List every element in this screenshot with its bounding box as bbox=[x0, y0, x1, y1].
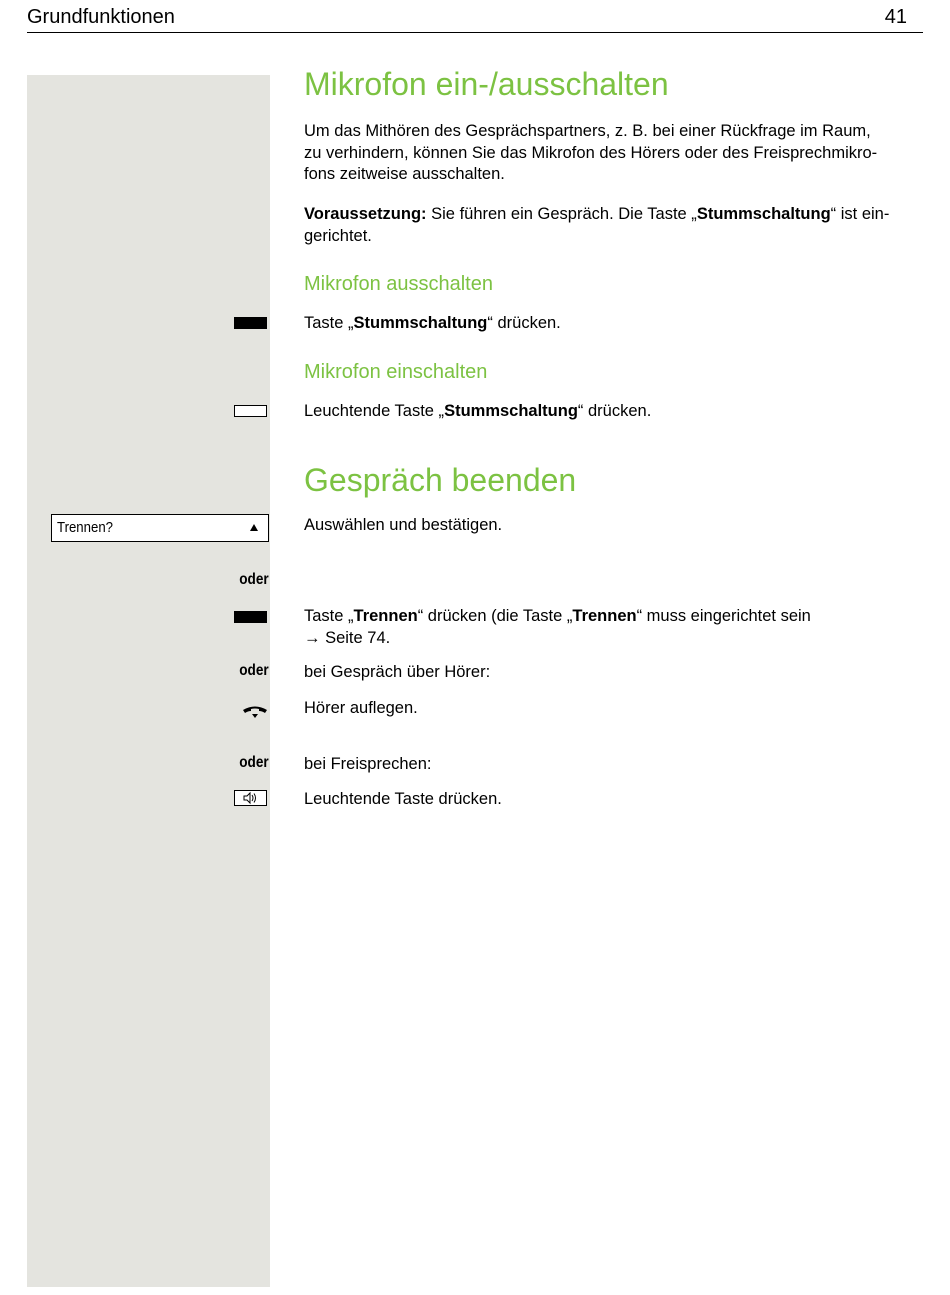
oder-label: oder bbox=[239, 571, 269, 588]
prereq-line-1 bbox=[304, 204, 929, 226]
step-key-name: Trennen bbox=[572, 607, 637, 625]
prereq-key-name: Stummschaltung bbox=[696, 205, 831, 223]
filled-key-icon bbox=[234, 317, 267, 329]
step-trennen-line-1 bbox=[304, 606, 929, 628]
running-header-section: Grundfunktionen bbox=[27, 6, 175, 28]
sidebar-panel bbox=[27, 75, 270, 1287]
step-text-b: “ drücken. bbox=[487, 314, 561, 332]
step-mute-on bbox=[304, 401, 651, 423]
scroll-up-arrow-icon bbox=[250, 524, 258, 531]
intro-line-1: Um das Mithören des Gesprächspartners, z. B. bei einer Rückfrage im Raum, bbox=[304, 122, 871, 140]
step-handset-condition: bei Gespräch über Hörer: bbox=[304, 663, 491, 681]
step-select-confirm: Auswählen und bestätigen. bbox=[304, 516, 503, 534]
prerequisite-paragraph bbox=[304, 204, 929, 247]
step-mute-off bbox=[304, 313, 561, 335]
speaker-key-icon bbox=[234, 790, 267, 806]
intro-paragraph bbox=[304, 121, 929, 186]
page-reference: → Seite 74. bbox=[304, 628, 391, 647]
subtitle-mikrofon-einschalten: Mikrofon einschalten bbox=[304, 361, 488, 383]
step-key-name: Trennen bbox=[353, 607, 418, 625]
step-trennen-key bbox=[304, 606, 929, 649]
subtitle-mikrofon-ausschalten: Mikrofon ausschalten bbox=[304, 273, 493, 295]
step-key-name: Stummschaltung bbox=[444, 402, 578, 420]
prereq-text-a: Sie führen ein Gespräch. Die Taste „ bbox=[426, 205, 697, 223]
step-text-a: Leuchtende Taste „ bbox=[304, 402, 445, 420]
prereq-label: Voraussetzung: bbox=[304, 205, 427, 223]
step-text-a: Taste „ bbox=[304, 314, 354, 332]
empty-key-icon bbox=[234, 405, 267, 417]
display-entry-label: Trennen? bbox=[57, 519, 114, 536]
intro-line-2: zu verhindern, können Sie das Mikrofon des Hörers oder des Freisprechmikro- bbox=[304, 143, 878, 162]
prereq-line-2: gerichtet. bbox=[304, 226, 372, 245]
step-text-c: “ muss eingerichtet sein bbox=[636, 607, 811, 625]
step-press-lit-key: Leuchtende Taste drücken. bbox=[304, 790, 502, 808]
display-menu-entry bbox=[51, 514, 269, 542]
step-key-name: Stummschaltung bbox=[353, 314, 488, 332]
oder-label: oder bbox=[239, 754, 269, 771]
header-rule bbox=[27, 32, 923, 33]
handset-hangup-icon bbox=[241, 704, 269, 720]
oder-label: oder bbox=[239, 662, 269, 679]
step-text-a: Taste „ bbox=[304, 607, 354, 625]
step-text-b: “ drücken. bbox=[577, 402, 652, 420]
step-text-b: “ drücken (die Taste „ bbox=[417, 607, 573, 625]
page-number: 41 bbox=[884, 6, 907, 28]
step-speaker-condition: bei Freisprechen: bbox=[304, 755, 432, 773]
prereq-text-b: “ ist ein- bbox=[830, 205, 890, 223]
section-title-gespraech-beenden: Gespräch beenden bbox=[304, 462, 577, 498]
step-hang-up: Hörer auflegen. bbox=[304, 699, 418, 717]
filled-key-icon bbox=[234, 611, 267, 623]
section-title-mikrofon: Mikrofon ein-/ausschalten bbox=[304, 66, 669, 102]
intro-line-3: fons zeitweise ausschalten. bbox=[304, 165, 505, 183]
